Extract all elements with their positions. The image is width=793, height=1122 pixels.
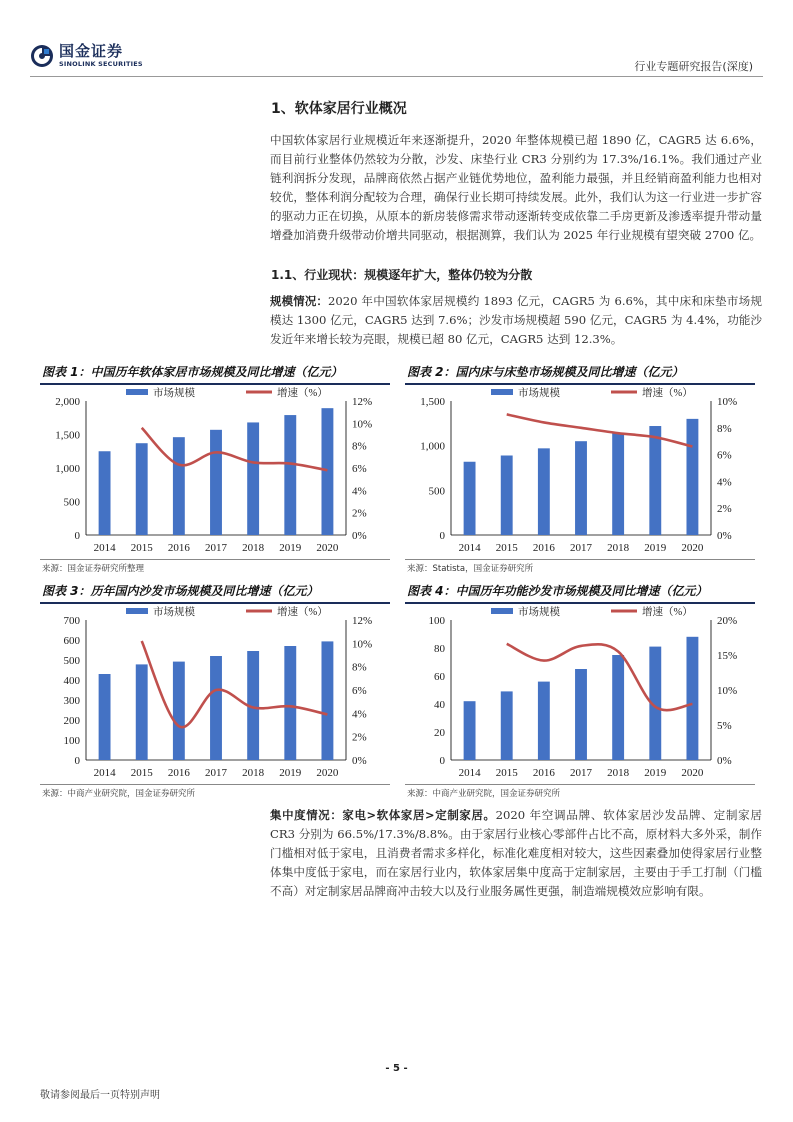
y-left-tick-label: 700	[63, 615, 80, 627]
bar	[686, 419, 698, 535]
growth-line	[507, 644, 693, 710]
x-tick-label: 2015	[130, 767, 153, 779]
bar	[321, 641, 333, 760]
y-left-tick-label: 20	[434, 727, 445, 739]
y-right-tick-label: 6%	[352, 685, 367, 697]
y-right-tick-label: 20%	[717, 615, 738, 627]
x-tick-label: 2014	[93, 767, 116, 779]
bar	[538, 682, 550, 760]
figure-3	[40, 582, 390, 797]
y-left-tick-label: 80	[434, 643, 445, 655]
y-left-tick-label: 1,000	[420, 440, 445, 453]
x-tick-label: 2019	[279, 542, 302, 554]
scale-paragraph	[270, 292, 762, 349]
y-right-tick-label: 8%	[717, 422, 732, 435]
y-left-tick-label: 60	[434, 671, 445, 683]
bar	[284, 646, 296, 760]
x-tick-label: 2020	[681, 542, 704, 554]
x-tick-label: 2020	[681, 767, 704, 779]
bar	[649, 426, 661, 535]
bar	[321, 408, 333, 535]
chart-legend	[126, 387, 328, 399]
figure-4	[405, 582, 755, 797]
x-tick-label: 2020	[316, 542, 339, 554]
report-type: 行业专题研究报告(深度)	[634, 60, 753, 73]
x-tick-label: 2015	[495, 542, 518, 554]
y-left-tick-label: 100	[428, 615, 445, 627]
logo-mark-icon	[30, 44, 54, 68]
growth-line	[142, 641, 328, 727]
x-tick-label: 2018	[242, 767, 265, 779]
y-left-tick-label: 0	[439, 530, 445, 542]
bar	[501, 691, 513, 760]
y-right-tick-label: 8%	[352, 440, 367, 453]
y-right-tick-label: 8%	[352, 661, 367, 674]
y-left-tick-label: 100	[63, 735, 80, 747]
y-right-tick-label: 2%	[352, 507, 367, 520]
scale-lead: 规模情况：	[270, 294, 329, 308]
figure-2	[405, 363, 755, 573]
x-tick-label: 2018	[607, 542, 630, 554]
y-right-tick-label: 0%	[352, 755, 367, 767]
legend-bar-label: 市场规模	[153, 388, 195, 399]
y-left-tick-label: 0	[74, 755, 80, 767]
growth-line	[142, 428, 328, 470]
x-tick-label: 2016	[167, 542, 190, 554]
y-right-tick-label: 12%	[352, 615, 373, 627]
bar	[99, 674, 111, 760]
bar	[464, 462, 476, 535]
bar	[464, 701, 476, 760]
disclaimer-note: 敬请参阅最后一页特别声明	[40, 1090, 160, 1101]
y-right-tick-label: 0%	[717, 755, 732, 767]
y-right-tick-label: 10%	[717, 396, 738, 408]
figure-title: 图表 2：国内床与床垫市场规模及同比增速（亿元）	[405, 363, 755, 385]
bar	[173, 437, 185, 535]
y-left-tick-label: 0	[439, 755, 445, 767]
bar	[575, 669, 587, 760]
figure-source: 来源：国金证券研究所整理	[42, 564, 145, 574]
bar	[284, 415, 296, 535]
x-tick-label: 2015	[130, 542, 153, 554]
legend-line-label: 增速（%）	[642, 607, 693, 618]
y-right-tick-label: 15%	[717, 650, 738, 662]
x-tick-label: 2019	[279, 767, 302, 779]
x-tick-label: 2017	[205, 767, 227, 779]
x-tick-label: 2014	[93, 542, 116, 554]
y-left-tick-label: 1,500	[420, 396, 445, 408]
y-left-tick-label: 1,500	[55, 429, 80, 442]
concentration-lead: 集中度情况：家电>软体家居>定制家居。	[270, 808, 496, 822]
chart-1	[40, 387, 390, 559]
logo-en: SINOLINK SECURITIES	[59, 60, 143, 69]
logo-cn: 国金证券	[59, 42, 124, 61]
bar	[575, 441, 587, 535]
bar	[99, 451, 111, 535]
bar	[173, 662, 185, 760]
x-tick-label: 2014	[458, 767, 481, 779]
chart-3	[40, 606, 390, 784]
legend-bar-swatch	[126, 389, 148, 395]
subsection-title: 1.1、行业现状：规模逐年扩大，整体仍较为分散	[271, 268, 533, 282]
bar	[210, 430, 222, 535]
chart-4	[405, 606, 755, 784]
chart-2	[405, 387, 755, 559]
y-right-tick-label: 4%	[352, 708, 367, 721]
y-left-tick-label: 0	[74, 530, 80, 542]
bar	[538, 448, 550, 535]
brand-logo	[30, 44, 143, 68]
y-right-tick-label: 6%	[352, 463, 367, 475]
figure-source: 来源：Statista，国金证券研究所	[407, 564, 534, 574]
legend-line-label: 增速（%）	[277, 388, 328, 399]
y-right-tick-label: 4%	[352, 485, 367, 498]
bar	[136, 443, 148, 535]
y-right-tick-label: 10%	[352, 638, 373, 651]
legend-bar-swatch	[126, 608, 148, 614]
x-tick-label: 2019	[644, 542, 667, 554]
x-tick-label: 2016	[532, 542, 555, 554]
y-right-tick-label: 5%	[717, 720, 732, 732]
section-title: 1、软体家居行业概况	[271, 101, 407, 117]
bar	[210, 656, 222, 760]
section-paragraph: 中国软体家居行业规模近年来逐渐提升，2020 年整体规模已超 1890 亿，CAGR5 达 6.6%，而目前行业整体仍然较为分散，沙发、床垫行业 CR3 分别约为 17.3%/16.1%。我们通过产业链利润拆分发现，品牌商依然占据产业链优势地位，盈利能力最强，并且经销商盈利能力也相对较优，整体利润分配较为合理，确保行业长期可持续发展。此外，我们认为这一行业进一步扩容的驱动力正在切换，从原本的新房装修需求带动逐渐转变成依靠二手房更新及渗透率提升带动量增叠加消费升级带动价增共同驱动，根据测算，我们认为 2025 年行业规模有望突破 2700 亿。	[270, 133, 762, 242]
x-tick-label: 2017	[570, 767, 592, 779]
bar	[136, 664, 148, 760]
legend-bar-swatch	[491, 389, 513, 395]
scale-text: 2020 年中国软体家居规模约 1893 亿元，CAGR5 为 6.6%，其中床和床垫市场规模达 1300 亿元，CAGR5 达到 7.6%；沙发市场规模超 590 亿元，CAGR5 为 4.4%，功能沙发近年来增长较为亮眼，规模已超 80 亿元，CAGR5 达到 12.3%。	[270, 294, 762, 346]
figure-title: 图表 1：中国历年软体家居市场规模及同比增速（亿元）	[40, 363, 390, 385]
y-left-tick-label: 40	[434, 699, 445, 711]
figure-bottom-line	[405, 784, 755, 785]
figure-title: 图表 4：中国历年功能沙发市场规模及同比增速（亿元）	[405, 582, 755, 604]
y-right-tick-label: 12%	[352, 396, 373, 408]
figure-source: 来源：中商产业研究院，国金证券研究所	[42, 789, 196, 799]
y-right-tick-label: 0%	[717, 530, 732, 542]
y-right-tick-label: 2%	[717, 503, 732, 516]
figure-title: 图表 3：历年国内沙发市场规模及同比增速（亿元）	[40, 582, 390, 604]
y-right-tick-label: 4%	[717, 476, 732, 489]
bar	[612, 655, 624, 760]
bar	[686, 637, 698, 760]
y-left-tick-label: 1,000	[55, 463, 80, 475]
growth-line	[507, 414, 693, 446]
y-right-tick-label: 0%	[352, 530, 367, 542]
figure-bottom-line	[405, 559, 755, 560]
bar	[247, 422, 259, 535]
x-tick-label: 2019	[644, 767, 667, 779]
y-right-tick-label: 2%	[352, 731, 367, 744]
y-left-tick-label: 200	[63, 715, 80, 727]
x-tick-label: 2017	[570, 542, 592, 554]
legend-line-label: 增速（%）	[642, 388, 693, 399]
legend-bar-label: 市场规模	[518, 388, 560, 399]
bar	[612, 433, 624, 535]
figure-1	[40, 363, 390, 573]
y-left-tick-label: 500	[63, 655, 80, 667]
x-tick-label: 2015	[495, 767, 518, 779]
legend-bar-label: 市场规模	[153, 607, 195, 618]
x-tick-label: 2016	[532, 767, 555, 779]
x-tick-label: 2016	[167, 767, 190, 779]
y-right-tick-label: 6%	[717, 449, 732, 462]
y-left-tick-label: 500	[63, 496, 80, 509]
x-tick-label: 2014	[458, 542, 481, 554]
chart-legend	[491, 387, 693, 399]
y-right-tick-label: 10%	[352, 418, 373, 431]
legend-bar-label: 市场规模	[518, 607, 560, 618]
figure-bottom-line	[40, 559, 390, 560]
legend-bar-swatch	[491, 608, 513, 614]
concentration-paragraph	[270, 806, 762, 901]
x-tick-label: 2018	[242, 542, 265, 554]
chart-legend	[491, 606, 693, 618]
x-tick-label: 2020	[316, 767, 339, 779]
y-right-tick-label: 10%	[717, 685, 738, 697]
y-left-tick-label: 300	[63, 695, 80, 707]
header-divider	[30, 76, 763, 77]
y-left-tick-label: 600	[63, 635, 80, 647]
y-left-tick-label: 400	[63, 675, 80, 687]
figure-bottom-line	[40, 784, 390, 785]
concentration-text: 2020 年空调品牌、软体家居沙发品牌、定制家居 CR3 分别为 66.5%/17.3%/8.8%。由于家居行业核心零部件占比不高，原材料大多外采，制作门槛相对低于家电，且消费者需求多样化，标准化难度相对较大，这些因素叠加使得家居行业整体集中度低于家电，而在家居行业内，软体家居集中度高于定制家居，主要由于手工打制（门槛不高）对定制家居品牌商冲击较大以及行业服务属性更强，制造端规模效应影响有限。	[270, 808, 762, 898]
x-tick-label: 2018	[607, 767, 630, 779]
bar	[501, 455, 513, 535]
figure-source: 来源：中商产业研究院，国金证券研究所	[407, 789, 561, 799]
chart-legend	[126, 606, 328, 618]
y-left-tick-label: 500	[428, 485, 445, 498]
page-number: - 5 -	[385, 1063, 408, 1074]
y-left-tick-label: 2,000	[55, 396, 80, 408]
x-tick-label: 2017	[205, 542, 227, 554]
legend-line-label: 增速（%）	[277, 607, 328, 618]
